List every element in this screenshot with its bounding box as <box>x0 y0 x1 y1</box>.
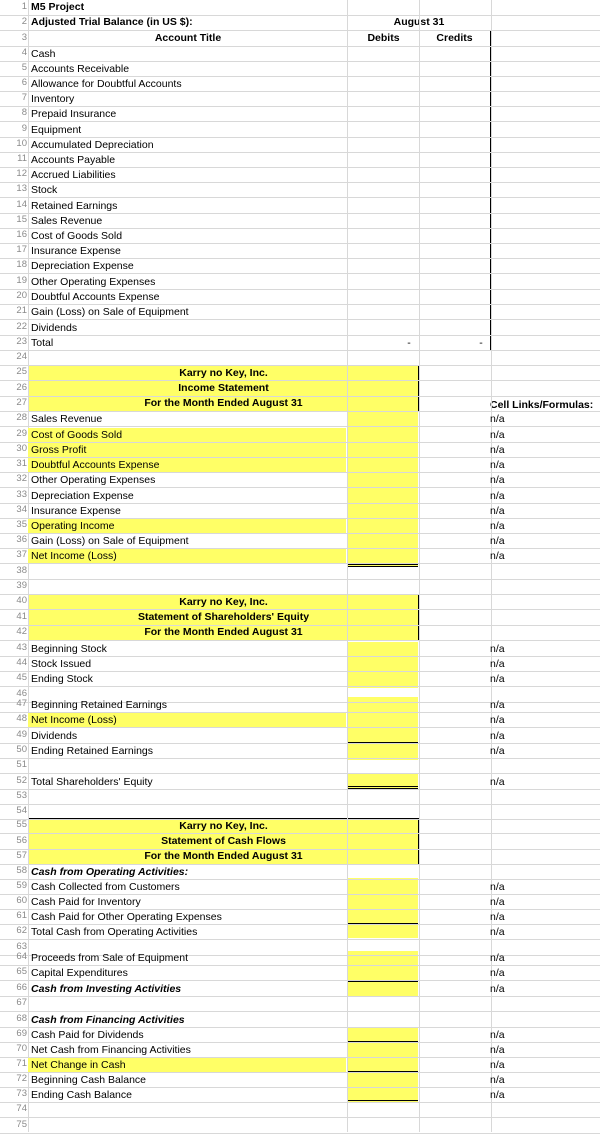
row-number[interactable]: 12 <box>16 168 27 179</box>
equity-statement-row[interactable]: Ending Retained Earnings <box>31 745 154 757</box>
income-statement-row[interactable]: Gross Profit <box>28 443 346 457</box>
column-d-gridline <box>419 0 420 1132</box>
account-label[interactable]: Prepaid Insurance <box>31 108 117 120</box>
cash-flow-row[interactable]: Proceeds from Sale of Equipment <box>31 952 188 964</box>
cell-link-value[interactable]: n/a <box>490 1044 505 1056</box>
row-number[interactable]: 48 <box>16 713 27 724</box>
row-gridline <box>0 579 600 580</box>
cell-link-value[interactable]: n/a <box>490 459 505 471</box>
row-gridline <box>0 396 600 397</box>
account-label[interactable]: Retained Earnings <box>31 200 118 212</box>
cell-link-value[interactable]: n/a <box>490 699 505 711</box>
income-statement-row[interactable]: Other Operating Expenses <box>31 474 156 486</box>
row-number[interactable]: 53 <box>16 790 27 801</box>
row-number[interactable]: 9 <box>21 123 27 134</box>
row-number[interactable]: 60 <box>16 895 27 906</box>
cash-flow-row[interactable]: Cash Paid for Other Operating Expenses <box>31 911 222 923</box>
cell-link-value[interactable]: n/a <box>490 967 505 979</box>
account-label[interactable]: Doubtful Accounts Expense <box>31 291 160 303</box>
cell-link-value[interactable]: n/a <box>490 745 505 757</box>
cash-flow-row[interactable]: Cash from Investing Activities <box>31 983 182 995</box>
income-statement-value-column[interactable] <box>348 412 418 567</box>
cell-link-value[interactable]: n/a <box>490 1089 505 1101</box>
cash-flow-row[interactable]: Cash from Operating Activities: <box>31 866 189 878</box>
row-number[interactable]: 33 <box>16 489 27 500</box>
row-number[interactable]: 17 <box>16 244 27 255</box>
row-number[interactable]: 74 <box>16 1103 27 1114</box>
cell-link-value[interactable]: n/a <box>490 730 505 742</box>
row-number[interactable]: 75 <box>16 1119 27 1130</box>
cell-link-value[interactable]: n/a <box>490 714 505 726</box>
row-gridline <box>0 30 600 31</box>
row-number[interactable]: 14 <box>16 199 27 210</box>
row-number[interactable]: 7 <box>21 92 27 103</box>
account-label[interactable]: Depreciation Expense <box>31 260 134 272</box>
row-number[interactable]: 72 <box>16 1073 27 1084</box>
investing-total-underline <box>348 981 418 982</box>
cash-flow-row[interactable]: Capital Expenditures <box>31 967 128 979</box>
row-number[interactable]: 42 <box>16 626 27 637</box>
row-number[interactable]: 29 <box>16 428 27 439</box>
row-number[interactable]: 49 <box>16 729 27 740</box>
row-number[interactable]: 38 <box>16 565 27 576</box>
equity-statement-row[interactable]: Beginning Retained Earnings <box>31 699 168 711</box>
stock-value-cells[interactable] <box>348 642 418 688</box>
row-number[interactable]: 64 <box>16 951 27 962</box>
cash-flow-row[interactable]: Cash Paid for Inventory <box>31 896 141 908</box>
row-gridline <box>0 625 600 626</box>
row-number[interactable]: 57 <box>16 850 27 861</box>
row-gridline <box>0 773 600 774</box>
account-label[interactable]: Accounts Receivable <box>31 63 130 75</box>
row-number[interactable]: 67 <box>16 997 27 1008</box>
row-number[interactable]: 5 <box>21 62 27 73</box>
row-number[interactable]: 36 <box>16 534 27 545</box>
row-number[interactable]: 27 <box>16 397 27 408</box>
row-number[interactable]: 30 <box>16 443 27 454</box>
row-gridline <box>0 594 600 595</box>
row-number[interactable]: 6 <box>21 77 27 88</box>
row-number[interactable]: 63 <box>16 941 27 952</box>
row-number[interactable]: 39 <box>16 580 27 591</box>
row-gridline <box>0 380 600 381</box>
row-number[interactable]: 47 <box>16 698 27 709</box>
income-statement-row[interactable]: Cost of Goods Sold <box>28 428 346 442</box>
cell-link-value[interactable]: n/a <box>490 474 505 486</box>
row-number[interactable]: 15 <box>16 214 27 225</box>
cell-link-value[interactable]: n/a <box>490 1029 505 1041</box>
trial-balance-date-header[interactable]: August 31 <box>393 16 445 28</box>
row-number[interactable]: 45 <box>16 672 27 683</box>
cell-link-value[interactable]: n/a <box>490 673 505 685</box>
row-number[interactable]: 59 <box>16 880 27 891</box>
cell-link-value[interactable]: n/a <box>490 413 505 425</box>
equity-statement-period[interactable]: For the Month Ended August 31 <box>144 626 303 638</box>
row-gridline <box>0 365 600 366</box>
row-gridline <box>0 1011 600 1012</box>
account-label[interactable]: Dividends <box>31 322 78 334</box>
equity-statement-row[interactable]: Dividends <box>31 730 78 742</box>
row-number[interactable]: 44 <box>16 657 27 668</box>
income-statement-company[interactable]: Karry no Key, Inc. <box>179 367 268 379</box>
equity-statement-row[interactable]: Total Shareholders' Equity <box>31 776 153 788</box>
row-number[interactable]: 24 <box>16 351 27 362</box>
row-number[interactable]: 66 <box>16 982 27 993</box>
cash-flow-title[interactable]: Statement of Cash Flows <box>161 835 286 847</box>
row-number[interactable]: 46 <box>16 688 27 699</box>
row-gridline <box>0 640 600 641</box>
cell-link-value[interactable]: n/a <box>490 1059 505 1071</box>
cell-link-value[interactable]: n/a <box>490 926 505 938</box>
cell-link-value[interactable]: n/a <box>490 896 505 908</box>
row-number[interactable]: 2 <box>21 16 27 27</box>
row-number[interactable]: 18 <box>16 259 27 270</box>
account-label[interactable]: Inventory <box>31 93 75 105</box>
equity-statement-row[interactable]: Ending Stock <box>31 673 93 685</box>
row-gridline <box>0 1117 600 1118</box>
total-label[interactable]: Total <box>31 337 54 349</box>
cell-link-value[interactable]: n/a <box>490 658 505 670</box>
row-number[interactable]: 70 <box>16 1043 27 1054</box>
equity-statement-row[interactable]: Beginning Stock <box>31 643 107 655</box>
row-number[interactable]: 31 <box>16 458 27 469</box>
income-statement-row[interactable]: Operating Income <box>28 519 346 533</box>
account-label[interactable]: Accounts Payable <box>31 154 116 166</box>
column-c-gridline <box>347 0 348 1132</box>
row-number[interactable]: 3 <box>21 32 27 43</box>
cash-flow-row[interactable]: Beginning Cash Balance <box>31 1074 146 1086</box>
cash-flow-company[interactable]: Karry no Key, Inc. <box>179 820 268 832</box>
account-label[interactable]: Other Operating Expenses <box>31 276 156 288</box>
net-income-double-underline <box>348 564 418 567</box>
row-gridline <box>0 819 600 820</box>
row-number[interactable]: 20 <box>16 290 27 301</box>
row-number[interactable]: 35 <box>16 519 27 530</box>
total-credits-value[interactable]: - <box>479 337 483 349</box>
cash-flow-row[interactable]: Net Cash from Financing Activities <box>31 1044 191 1056</box>
investing-activities-value-cells[interactable] <box>348 951 418 997</box>
row-number[interactable]: 43 <box>16 642 27 653</box>
cash-flow-row[interactable]: Net Change in Cash <box>28 1058 346 1072</box>
financing-activities-value-cells[interactable] <box>348 1027 418 1103</box>
income-statement-row[interactable]: Doubtful Accounts Expense <box>28 458 346 472</box>
row-number[interactable]: 13 <box>16 183 27 194</box>
income-statement-title[interactable]: Income Statement <box>178 382 269 394</box>
row-number[interactable]: 73 <box>16 1088 27 1099</box>
row-number[interactable]: 62 <box>16 925 27 936</box>
cell-link-value[interactable]: n/a <box>490 776 505 788</box>
row-number[interactable]: 50 <box>16 744 27 755</box>
cell-link-value[interactable]: n/a <box>490 881 505 893</box>
operating-activities-value-cells[interactable] <box>348 878 418 938</box>
row-number[interactable]: 28 <box>16 412 27 423</box>
row-gridline <box>0 15 600 16</box>
project-title[interactable]: M5 Project <box>31 1 85 13</box>
account-label[interactable]: Insurance Expense <box>31 245 121 257</box>
row-number[interactable]: 61 <box>16 910 27 921</box>
row-number[interactable]: 54 <box>16 805 27 816</box>
cell-link-value[interactable]: n/a <box>490 550 505 562</box>
row-number[interactable]: 71 <box>16 1058 27 1069</box>
equity-statement-title[interactable]: Statement of Shareholders' Equity <box>137 611 310 623</box>
row-gridline <box>0 804 600 805</box>
cell-link-value[interactable]: n/a <box>490 535 505 547</box>
account-label[interactable]: Allowance for Doubtful Accounts <box>31 78 182 90</box>
cash-flow-row[interactable]: Cash Collected from Customers <box>31 881 180 893</box>
row-number[interactable]: 65 <box>16 966 27 977</box>
row-number[interactable]: 25 <box>16 366 27 377</box>
cell-link-value[interactable]: n/a <box>490 983 505 995</box>
row-number[interactable]: 69 <box>16 1028 27 1039</box>
income-statement-period[interactable]: For the Month Ended August 31 <box>144 397 303 409</box>
account-label[interactable]: Gain (Loss) on Sale of Equipment <box>31 306 189 318</box>
account-label[interactable]: Cash <box>31 48 56 60</box>
cash-flow-period[interactable]: For the Month Ended August 31 <box>144 850 303 862</box>
income-statement-row[interactable]: Depreciation Expense <box>31 490 134 502</box>
income-statement-row[interactable]: Sales Revenue <box>31 413 103 425</box>
cell-link-value[interactable]: n/a <box>490 429 505 441</box>
account-label[interactable]: Stock <box>31 184 58 196</box>
row-number[interactable]: 22 <box>16 321 27 332</box>
cash-flow-row[interactable]: Cash from Financing Activities <box>31 1014 185 1026</box>
income-statement-row[interactable]: Gain (Loss) on Sale of Equipment <box>31 535 189 547</box>
cash-flow-row[interactable]: Total Cash from Operating Activities <box>31 926 198 938</box>
cell-link-value[interactable]: n/a <box>490 1074 505 1086</box>
row-number[interactable]: 58 <box>16 865 27 876</box>
row-number[interactable]: 19 <box>16 275 27 286</box>
income-statement-row[interactable]: Insurance Expense <box>31 505 121 517</box>
account-label[interactable]: Equipment <box>31 124 82 136</box>
income-statement-row[interactable]: Net Income (Loss) <box>28 549 346 563</box>
row-number[interactable]: 26 <box>16 382 27 393</box>
row-gridline <box>0 833 600 834</box>
account-label[interactable]: Cost of Goods Sold <box>31 230 123 242</box>
row-gridline <box>0 609 600 610</box>
row-number[interactable]: 32 <box>16 473 27 484</box>
total-debits-value[interactable]: - <box>407 337 411 349</box>
row-number[interactable]: 8 <box>21 107 27 118</box>
equity-statement-company[interactable]: Karry no Key, Inc. <box>179 596 268 608</box>
row-number[interactable]: 68 <box>16 1013 27 1024</box>
cash-flow-row[interactable]: Ending Cash Balance <box>31 1089 132 1101</box>
row-number[interactable]: 37 <box>16 549 27 560</box>
row-number[interactable]: 11 <box>17 153 27 164</box>
row-number[interactable]: 21 <box>16 305 27 316</box>
row-number[interactable]: 16 <box>16 229 27 240</box>
row-number[interactable]: 1 <box>21 1 27 12</box>
cell-link-value[interactable]: n/a <box>490 952 505 964</box>
row-gridline <box>0 849 600 850</box>
cell-link-value[interactable]: n/a <box>490 520 505 532</box>
row-number[interactable]: 41 <box>16 611 27 622</box>
row-number[interactable]: 40 <box>16 595 27 606</box>
cell-links-header[interactable]: Cell Links/Formulas: <box>490 399 594 411</box>
account-label[interactable]: Sales Revenue <box>31 215 103 227</box>
row-number[interactable]: 23 <box>16 336 27 347</box>
account-label[interactable]: Accumulated Depreciation <box>31 139 154 151</box>
account-title-header[interactable]: Account Title <box>154 32 222 44</box>
trial-balance-title[interactable]: Adjusted Trial Balance (in US $): <box>31 16 193 28</box>
row-number[interactable]: 56 <box>16 835 27 846</box>
row-number[interactable]: 4 <box>21 47 27 58</box>
row-number[interactable]: 34 <box>16 504 27 515</box>
cell-link-value[interactable]: n/a <box>490 444 505 456</box>
cell-link-value[interactable]: n/a <box>490 911 505 923</box>
account-label[interactable]: Accrued Liabilities <box>31 169 116 181</box>
row-number[interactable]: 55 <box>16 819 27 830</box>
equity-statement-row[interactable]: Stock Issued <box>31 658 92 670</box>
cash-flow-row[interactable]: Cash Paid for Dividends <box>31 1029 144 1041</box>
row-number[interactable]: 51 <box>16 759 27 770</box>
cell-link-value[interactable]: n/a <box>490 490 505 502</box>
row-number[interactable]: 52 <box>16 775 27 786</box>
cell-link-value[interactable]: n/a <box>490 505 505 517</box>
row-number[interactable]: 10 <box>16 138 27 149</box>
retained-earnings-value-cells[interactable] <box>348 697 418 760</box>
equity-statement-row[interactable]: Net Income (Loss) <box>28 713 346 727</box>
cell-link-value[interactable]: n/a <box>490 643 505 655</box>
credits-header[interactable]: Credits <box>436 32 473 44</box>
debits-header[interactable]: Debits <box>367 32 400 44</box>
